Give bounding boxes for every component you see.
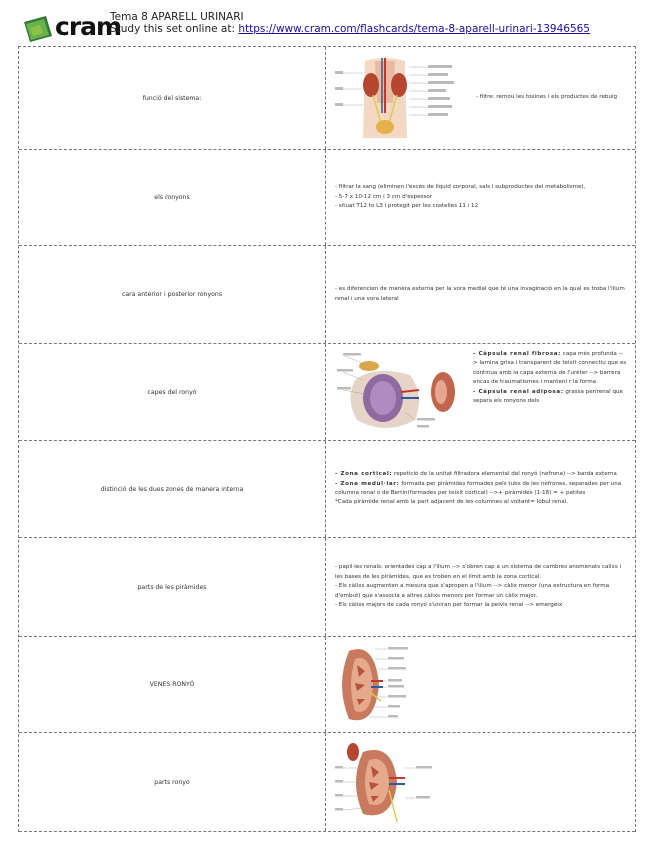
card-back-text: - filtre: remou les toxines i els productes de rebuig bbox=[476, 94, 618, 101]
flashcard-row bbox=[19, 246, 635, 344]
logo-text: cram bbox=[55, 12, 122, 41]
card-back bbox=[326, 150, 635, 245]
card-back bbox=[326, 441, 635, 537]
flashcard-row bbox=[19, 150, 635, 246]
card-front: funció del sistema: bbox=[19, 47, 326, 149]
flashcard-row bbox=[19, 441, 635, 538]
card-front: capes del ronyó bbox=[19, 344, 326, 440]
card-front: els ronyons bbox=[19, 150, 326, 245]
card-front: distinció de les dues zones de manera interna bbox=[19, 441, 326, 537]
card-back bbox=[326, 637, 635, 732]
definition-medullary-zone: formada per piràmides formades pels tubs de les nefrones, separades per una columna renal o de Bertin(formades per teixit cortical) -->+ piràmides (1-18) = + petites bbox=[335, 480, 622, 496]
card-front: VENES RONYÓ bbox=[19, 637, 326, 732]
card-back-line: - Els càlixs augmenten a mesura que s'apropen a l'ilium --> càlix menor (una estructura en forma d'embut) que s'associa a altres càlixs menors per formar un càlix major. bbox=[335, 583, 610, 599]
term-cortical-zone: - Zona cortical: bbox=[335, 471, 393, 478]
kidney-veins-image bbox=[335, 641, 415, 729]
kidney-parts-image bbox=[335, 738, 435, 826]
cram-logo[interactable] bbox=[22, 12, 122, 44]
page-header bbox=[22, 8, 642, 48]
card-back-paragraph bbox=[335, 480, 627, 499]
card-back-text bbox=[335, 183, 627, 211]
card-back-paragraph bbox=[473, 388, 627, 407]
card-back-paragraph bbox=[473, 350, 627, 388]
flashcard-row bbox=[19, 733, 635, 832]
study-online-link[interactable]: https://www.cram.com/flashcards/tema-8-aparell-urinari-13946565 bbox=[238, 23, 590, 35]
flashcard-row bbox=[19, 538, 635, 637]
page-title: Tema 8 APARELL URINARI bbox=[110, 11, 244, 23]
flashcard-row bbox=[19, 344, 635, 441]
kidney-layers-image bbox=[335, 350, 467, 436]
card-back-text bbox=[335, 470, 627, 508]
cram-logo-icon bbox=[22, 14, 56, 44]
card-front: parts ronyo bbox=[19, 733, 326, 831]
definition-cortical-zone: repetició de la unitat filtradora elemental del ronyó (nefrona) --> barda externa bbox=[392, 471, 617, 478]
card-back-paragraph: *Cada piràmide renal amb la part adjacent de les columnes al voltant= lòbul renal. bbox=[335, 499, 569, 506]
card-back-line: - situat T12 to L3 i protegit per les costelles 11 i 12 bbox=[335, 203, 479, 210]
flashcard-row bbox=[19, 637, 635, 733]
term-fibrous-capsule: - Càpsula renal fibrosa: bbox=[473, 351, 561, 357]
card-back bbox=[326, 733, 635, 831]
flashcard-table bbox=[18, 46, 636, 832]
card-back-text bbox=[335, 563, 627, 610]
card-back-text bbox=[467, 350, 627, 406]
flashcard-row bbox=[19, 47, 635, 150]
card-back-text: - es diferencien de manera externa per la vora medial que té una invaginació en la qual es troba l'ilium renal i una vora lateral bbox=[335, 286, 625, 302]
card-back-line: - papil·les renals: orientades cap a l'ilium --> s'obren cap a un sistema de cambres anomenats calixs i les bases de les piràmides, que es troben en el límit amb la zona cortical. bbox=[335, 564, 622, 580]
card-back-line: - 5-7 x 10-12 cm i 3 cm d'espessor bbox=[335, 193, 433, 200]
card-back-line: - Els càlixs majors de cada ronyó s'uniran per formar la pelvis renal --> emergeix bbox=[335, 602, 563, 609]
card-back-paragraph bbox=[335, 470, 627, 479]
card-back bbox=[326, 47, 635, 149]
definition-adipose-capsule: grassa perirenal que separa els ronyons dels bbox=[473, 388, 623, 405]
card-front: parts de les piràmides bbox=[19, 538, 326, 636]
study-online-line bbox=[110, 24, 640, 35]
term-adipose-capsule: - Càpsula renal adiposa: bbox=[473, 388, 564, 395]
card-front: cara anterior i posterior ronyons bbox=[19, 246, 326, 343]
study-online-prefix: Study this set online at: bbox=[110, 23, 239, 35]
card-back-line: - filtrar la sang (eliminen l'excés de líquid corporal, sals i subproductes del metabolisme), bbox=[335, 184, 586, 191]
card-back bbox=[326, 538, 635, 636]
definition-fibrous-capsule: capa més profunda --> lamina grisa i transparent de teixit connectiu que es continua amb la capa externa de l'urèter --> barrera encas de traumatismes i manteni r la forma bbox=[473, 351, 627, 386]
term-medullary-zone: - Zona medul·lar: bbox=[335, 480, 400, 487]
card-back bbox=[326, 344, 635, 440]
urinary-system-image bbox=[335, 53, 470, 143]
card-back bbox=[326, 246, 635, 343]
